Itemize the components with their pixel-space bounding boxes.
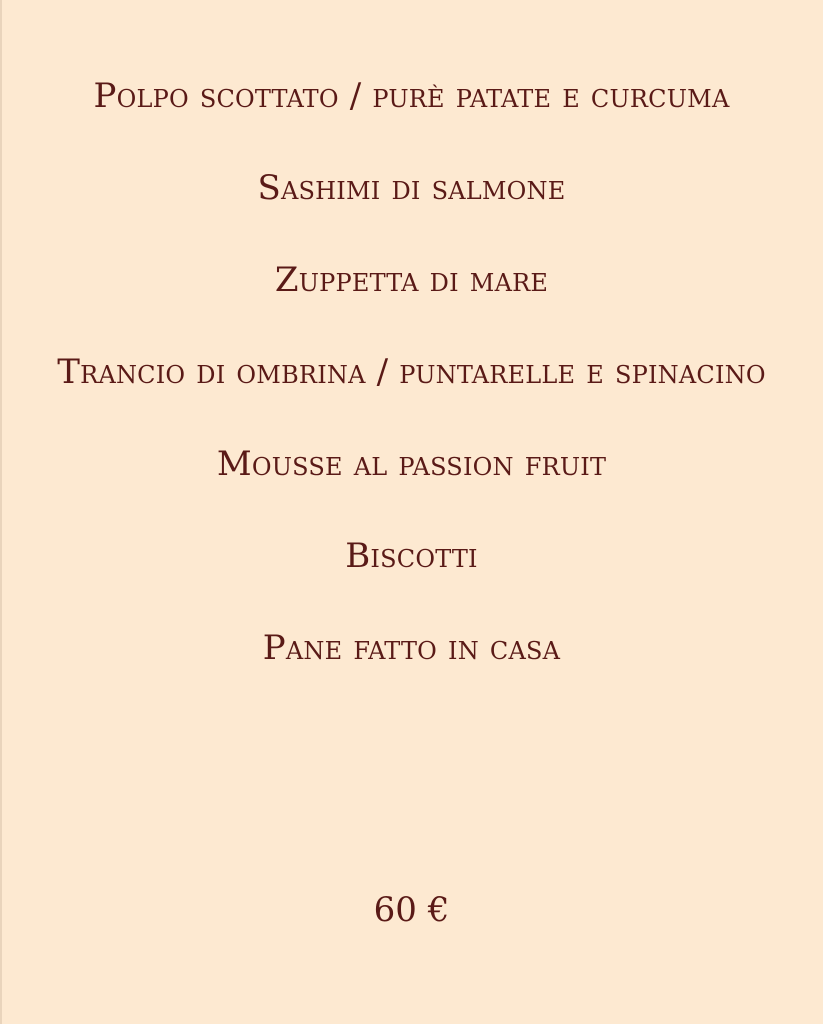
menu-item-pane: Pane fatto in casa [262, 628, 561, 668]
menu-item-polpo: Polpo scottato / purè patate e curcuma [93, 76, 730, 116]
menu-item-zuppetta: Zuppetta di mare [274, 260, 549, 300]
menu-item-biscotti: Biscotti [345, 536, 478, 576]
menu-item-sashimi: Sashimi di salmone [257, 168, 566, 208]
page-edge [0, 0, 2, 1024]
menu-item-trancio: Trancio di ombrina / puntarelle e spinacino [57, 352, 766, 392]
menu-price: 60 € [373, 890, 450, 930]
menu-item-mousse: Mousse al passion fruit [216, 444, 607, 484]
